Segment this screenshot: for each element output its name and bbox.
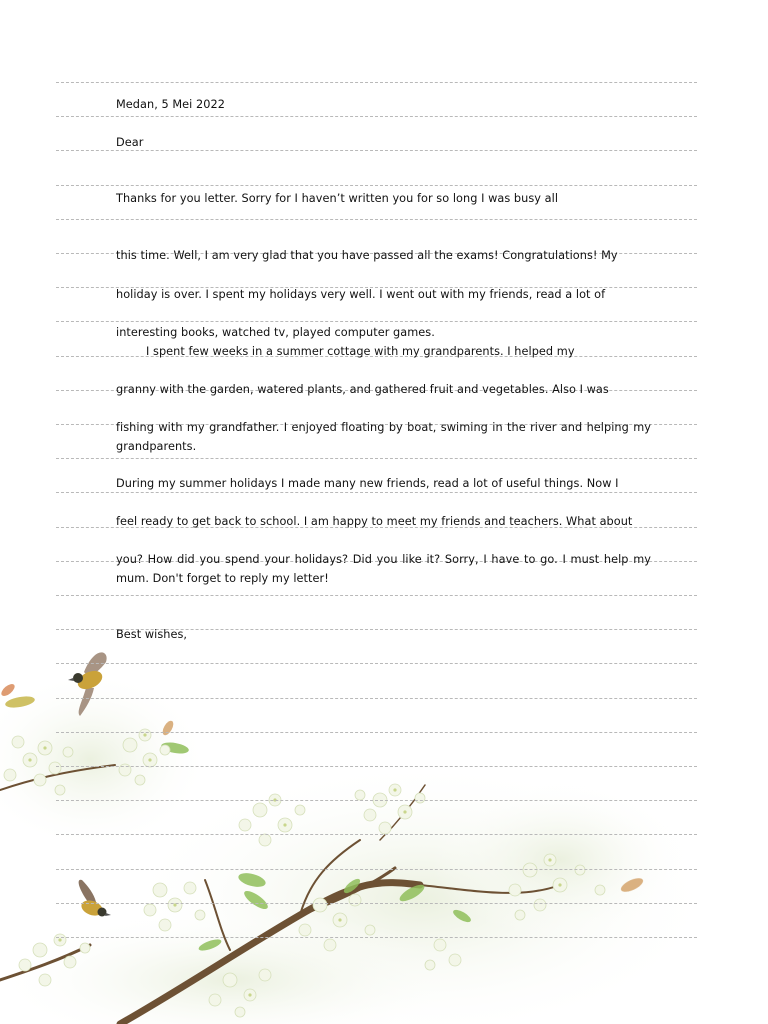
letter-line: granny with the garden, watered plants, and gathered fruit and vegetables. Also I was	[116, 383, 609, 396]
letter-line: holiday is over. I spent my holidays very well. I went out with my friends, read a lot of	[116, 288, 606, 301]
letter-greeting: Dear	[116, 136, 144, 149]
ruled-line	[56, 800, 697, 801]
ruled-line	[56, 834, 697, 835]
ruled-line	[56, 903, 697, 904]
ruled-line	[56, 82, 697, 83]
letter-date: Medan, 5 Mei 2022	[116, 98, 225, 111]
ruled-line	[56, 732, 697, 733]
ruled-line	[56, 869, 697, 870]
letter-closing: Best wishes,	[116, 628, 188, 641]
letter-line: fishing with my grandfather. I enjoyed floating by boat, swiming in the river and helping my grandparents.	[116, 421, 651, 453]
letter-line: feel ready to get back to school. I am happy to meet my friends and teachers. What about	[116, 515, 633, 528]
letter-line: you? How did you spend your holidays? Did you like it? Sorry, I have to go. I must help my mum. Don't forget to reply my letter!	[116, 553, 651, 585]
ruled-line	[56, 937, 697, 938]
letter-line: I spent few weeks in a summer cottage with my grandparents. I helped my	[146, 345, 575, 358]
letter-line: interesting books, watched tv, played computer games.	[116, 326, 435, 339]
ruled-line	[56, 116, 697, 117]
bird-icon	[79, 880, 111, 919]
ruled-line	[56, 219, 697, 220]
ruled-line	[56, 698, 697, 699]
letter-line: Thanks for you letter. Sorry for I haven’t written you for so long I was busy all	[116, 192, 559, 205]
ruled-line	[56, 321, 697, 322]
ruled-line	[56, 663, 697, 664]
ruled-line	[56, 766, 697, 767]
letter-line: During my summer holidays I made many new friends, read a lot of useful things. Now I	[116, 477, 619, 490]
ruled-line	[56, 595, 697, 596]
letter-line: this time. Well, I am very glad that you have passed all the exams! Congratulations! My	[116, 249, 618, 262]
ruled-line	[56, 458, 697, 459]
ruled-line	[56, 185, 697, 186]
